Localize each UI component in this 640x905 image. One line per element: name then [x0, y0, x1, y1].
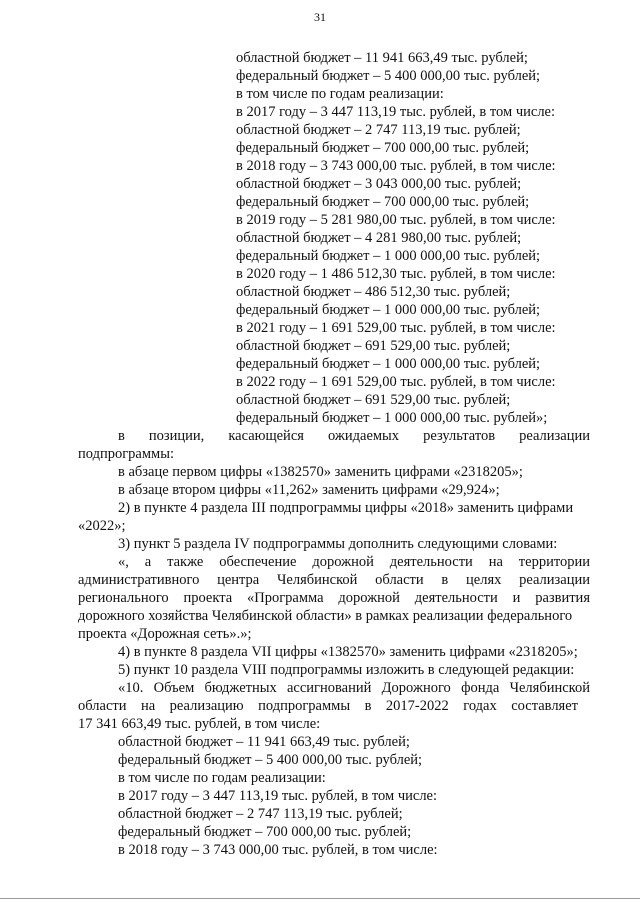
text-line: 17 341 663,49 тыс. рублей, в том числе: [78, 716, 321, 732]
text-line: в том числе по годам реализации: [118, 770, 326, 786]
text-line: 2) в пункте 4 раздела III подпрограммы цифры «2018» заменить цифрами [118, 500, 574, 516]
text-line: дорожного хозяйства Челябинской области» в рамках реализации федерального [78, 608, 573, 624]
text-line: 3) пункт 5 раздела IV подпрограммы дополнить следующими словами: [118, 536, 558, 552]
text-line: областной бюджет – 2 747 113,19 тыс. рублей; [118, 806, 403, 822]
text-line: в 2020 году – 1 486 512,30 тыс. рублей, в том числе: [236, 266, 556, 282]
text-line: в 2019 году – 5 281 980,00 тыс. рублей, в том числе: [236, 212, 556, 228]
text-line: 5) пункт 10 раздела VIII подпрограммы изложить в следующей редакции: [118, 662, 575, 678]
text-line: областной бюджет – 486 512,30 тыс. рублей; [236, 284, 511, 300]
text-line: в 2017 году – 3 447 113,19 тыс. рублей, в том числе: [236, 104, 556, 120]
text-line: «10. Объем бюджетных ассигнований Дорожного фонда Челябинской [118, 680, 590, 696]
text-line: подпрограммы: [78, 446, 174, 462]
text-line: в абзаце втором цифры «11,262» заменить цифрами «29,924»; [118, 482, 500, 498]
text-line: федеральный бюджет – 700 000,00 тыс. рублей; [236, 194, 530, 210]
text-line: областной бюджет – 691 529,00 тыс. рублей; [236, 338, 511, 354]
text-line: федеральный бюджет – 1 000 000,00 тыс. рублей; [236, 356, 541, 372]
text-line: областной бюджет – 2 747 113,19 тыс. рублей; [236, 122, 521, 138]
text-line: областной бюджет – 11 941 663,49 тыс. рублей; [236, 50, 528, 66]
text-line: федеральный бюджет – 700 000,00 тыс. рублей; [118, 824, 412, 840]
text-line: федеральный бюджет – 700 000,00 тыс. рублей; [236, 140, 530, 156]
text-line: в том числе по годам реализации: [236, 86, 444, 102]
text-line: федеральный бюджет – 1 000 000,00 тыс. рублей; [236, 248, 541, 264]
text-line: в позиции, касающейся ожидаемых результатов реализации [118, 428, 590, 444]
text-line: областной бюджет – 4 281 980,00 тыс. рублей; [236, 230, 522, 246]
text-line: федеральный бюджет – 5 400 000,00 тыс. рублей; [118, 752, 423, 768]
text-line: федеральный бюджет – 1 000 000,00 тыс. рублей; [236, 302, 541, 318]
text-line: в 2017 году – 3 447 113,19 тыс. рублей, в том числе: [118, 788, 438, 804]
text-line: «2022»; [78, 518, 126, 534]
page-number: 31 [314, 10, 326, 24]
text-line: областной бюджет – 3 043 000,00 тыс. рублей; [236, 176, 522, 192]
footer-divider [0, 898, 640, 899]
text-line: регионального проекта «Программа дорожной деятельности и развития [78, 590, 590, 606]
text-line: 4) в пункте 8 раздела VII цифры «1382570» заменить цифрами «2318205»; [118, 644, 578, 660]
text-line: административного центра Челябинской области в целях реализации [78, 572, 590, 588]
text-line: проекта «Дорожная сеть».»; [78, 626, 252, 642]
text-line: в 2018 году – 3 743 000,00 тыс. рублей, в том числе: [236, 158, 556, 174]
text-line: в 2021 году – 1 691 529,00 тыс. рублей, в том числе: [236, 320, 556, 336]
text-line: в 2018 году – 3 743 000,00 тыс. рублей, в том числе: [118, 842, 438, 858]
text-line: областной бюджет – 11 941 663,49 тыс. рублей; [118, 734, 410, 750]
text-line: в абзаце первом цифры «1382570» заменить цифрами «2318205»; [118, 464, 523, 480]
text-line: в 2022 году – 1 691 529,00 тыс. рублей, в том числе: [236, 374, 556, 390]
text-line: областной бюджет – 691 529,00 тыс. рублей; [236, 392, 511, 408]
text-line: «, а также обеспечение дорожной деятельности на территории [118, 554, 590, 570]
text-line: федеральный бюджет – 1 000 000,00 тыс. рублей»; [236, 410, 548, 426]
text-line: области на реализацию подпрограммы в 2017-2022 годах составляет [78, 698, 578, 714]
text-line: федеральный бюджет – 5 400 000,00 тыс. рублей; [236, 68, 541, 84]
